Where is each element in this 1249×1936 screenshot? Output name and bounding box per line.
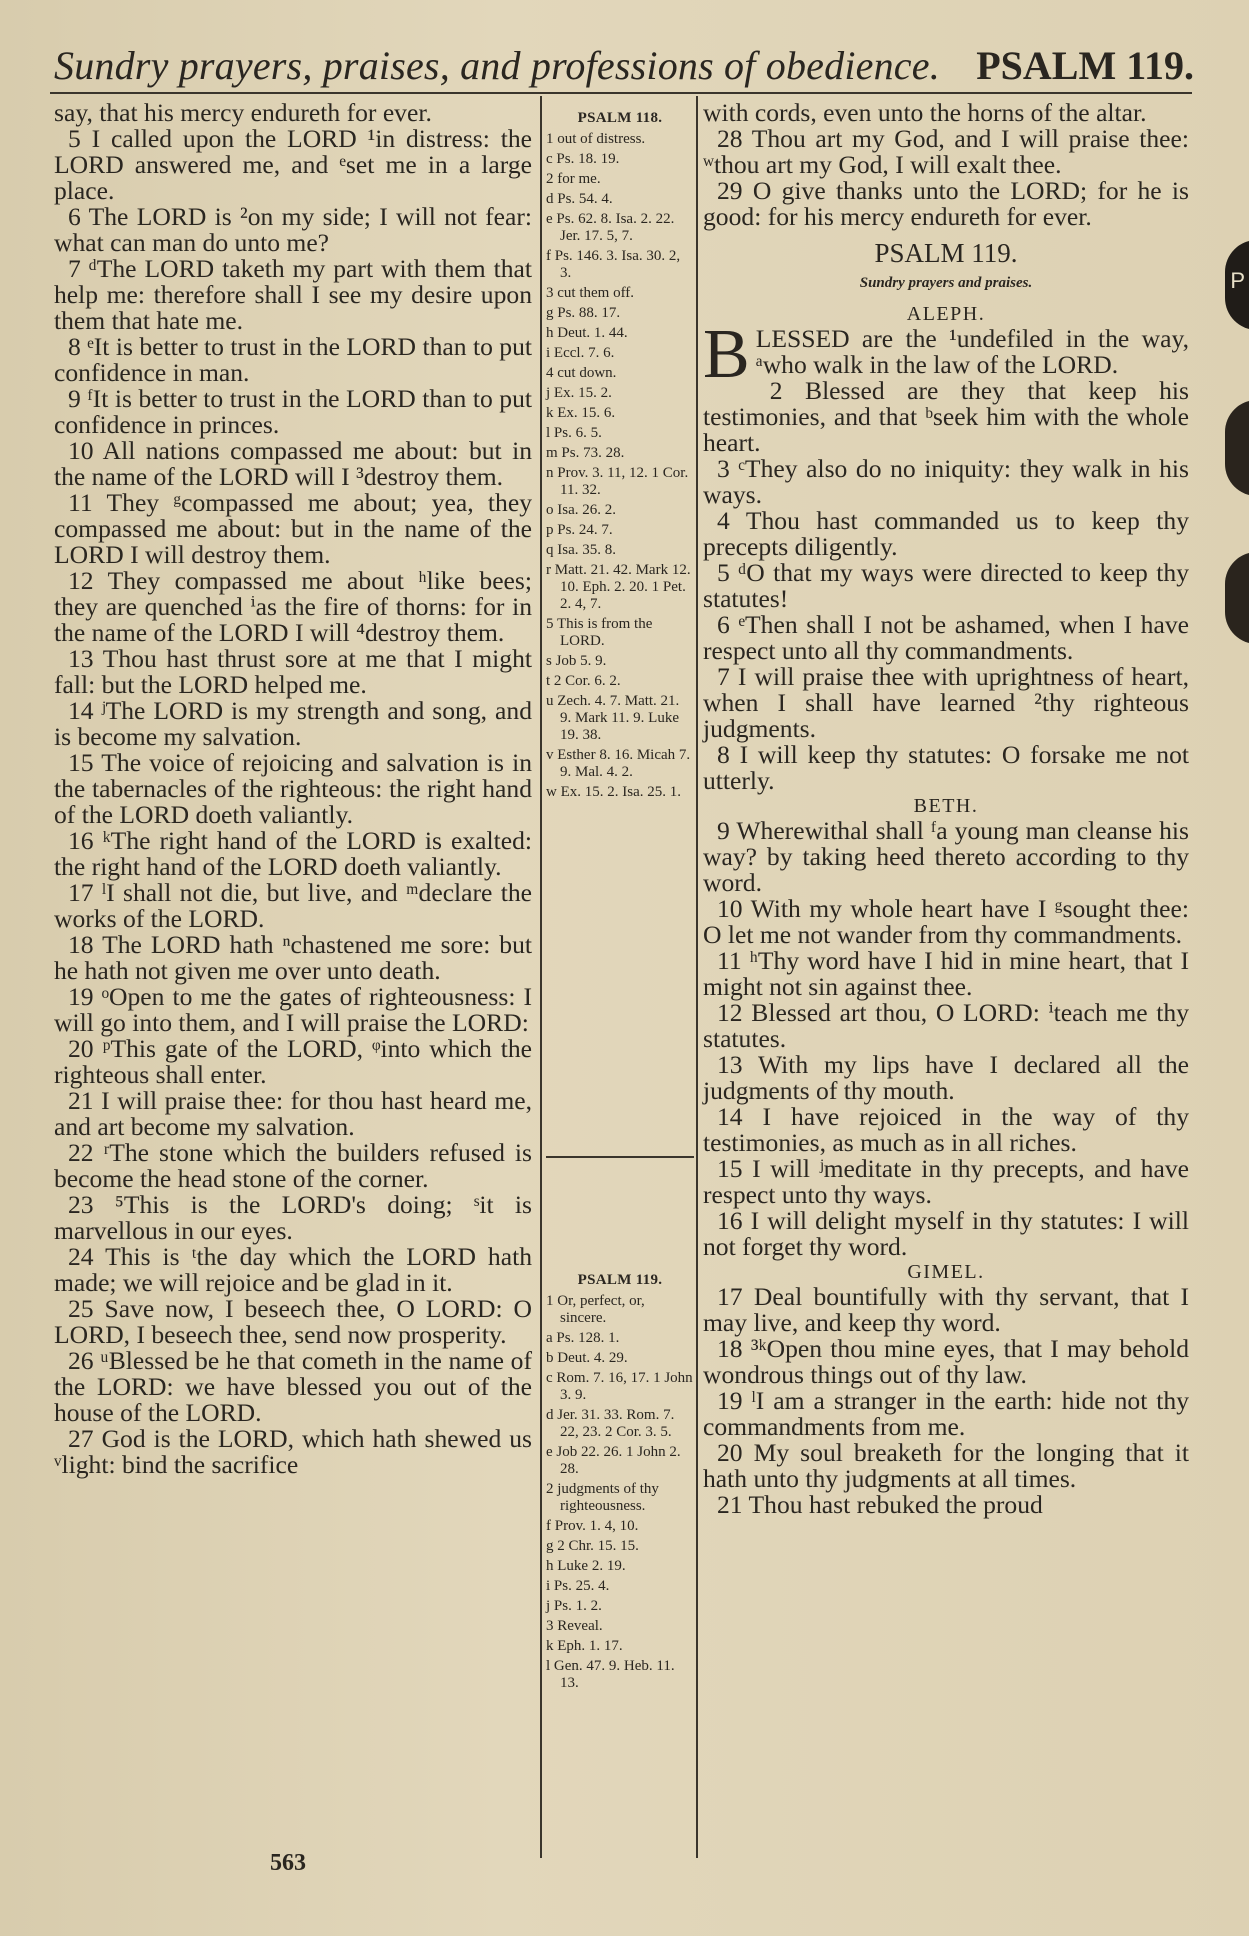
verse: 19 ˡI am a stranger in the earth: hide not thy commandments from me. (703, 1386, 1189, 1441)
running-title: Sundry prayers, praises, and professions of obedience. (54, 43, 940, 88)
verse: 7 ᵈThe LORD taketh my part with them that help me: therefore shall I see my desire upon them that hate me. (54, 254, 532, 335)
psalm-subheading: Sundry prayers and praises. (859, 275, 1033, 291)
section-beth: BETH. (913, 795, 979, 817)
reference-divider (546, 1156, 694, 1158)
verse: 5 I called upon the LORD ¹in distress: the LORD answered me, and ᵉset me in a large place. (54, 124, 532, 205)
cross-reference: h Deut. 1. 44. (546, 325, 628, 341)
verse: 29 O give thanks unto the LORD; for he is good: for his mercy endureth for ever. (703, 176, 1189, 231)
verse: 15 I will ʲmeditate in thy precepts, and have respect unto thy ways. (703, 1154, 1189, 1209)
verse: 18 ³ᵏOpen thou mine eyes, that I may behold wondrous things out of thy law. (703, 1334, 1189, 1389)
cross-reference: n Prov. 3. 11, 12. 1 Cor. 11. 32. (546, 465, 689, 498)
page-header (54, 42, 1194, 90)
verse: 17 Deal bountifully with thy servant, that I may live, and keep thy word. (703, 1282, 1189, 1337)
verse: say, that his mercy endureth for ever. (54, 98, 432, 127)
right-column (703, 100, 1189, 1518)
cross-reference: 4 cut down. (546, 365, 617, 381)
verse: 16 I will delight myself in thy statutes: I will not forget thy word. (703, 1206, 1189, 1261)
verse-first-text: LESSED are the ¹undefiled in the way, ᵃwho walk in the law of the LORD. (755, 324, 1189, 379)
cross-reference: 2 for me. (546, 171, 601, 187)
verse: 9 Wherewithal shall ᶠa young man cleanse his way? by taking heed thereto according to thy word. (703, 816, 1189, 897)
verse: 23 ⁵This is the LORD's doing; ˢit is marvellous in our eyes. (54, 1190, 532, 1245)
verse: 6 ᵉThen shall I not be ashamed, when I have respect unto all thy commandments. (703, 610, 1189, 665)
verse: 17 ˡI shall not die, but live, and ᵐdeclare the works of the LORD. (54, 878, 532, 933)
verse: 28 Thou art my God, and I will praise thee: ʷthou art my God, I will exalt thee. (703, 124, 1189, 179)
verse: 4 Thou hast commanded us to keep thy precepts diligently. (703, 506, 1189, 561)
verse: 5 ᵈO that my ways were directed to keep thy statutes! (703, 558, 1189, 613)
center-references-118 (546, 110, 694, 804)
cross-reference: q Isa. 35. 8. (546, 542, 616, 558)
verse: 10 All nations compassed me about: but in the name of the LORD will I ³destroy them. (54, 436, 532, 491)
cross-reference: i Eccl. 7. 6. (546, 345, 615, 361)
verse: 13 With my lips have I declared all the judgments of thy mouth. (703, 1050, 1189, 1105)
cross-reference: u Zech. 4. 7. Matt. 21. 9. Mark 11. 9. Luke 19. 38. (546, 693, 680, 743)
cross-reference: g Ps. 88. 17. (546, 305, 621, 321)
cross-reference: 3 cut them off. (546, 285, 635, 301)
verse: 3 ᶜThey also do no iniquity: they walk in his ways. (703, 454, 1189, 509)
cross-reference: c Ps. 18. 19. (546, 151, 620, 167)
verse: 8 ᵉIt is better to trust in the LORD than to put confidence in man. (54, 332, 532, 387)
left-column (54, 100, 532, 1478)
verse: 26 ᵘBlessed be he that cometh in the name of the LORD: we have blessed you out of the house of the LORD. (54, 1346, 532, 1427)
cross-reference: 3 Reveal. (546, 1618, 603, 1634)
cross-reference: w Ex. 15. 2. Isa. 25. 1. (546, 784, 681, 800)
cross-reference: p Ps. 24. 7. (546, 522, 613, 538)
verse: 12 Blessed art thou, O LORD: ⁱteach me thy statutes. (703, 998, 1189, 1053)
cross-reference: h Luke 2. 19. (546, 1558, 626, 1574)
reference-heading: PSALM 118. (577, 110, 663, 126)
verse: 20 My soul breaketh for the longing that it hath unto thy judgments at all times. (703, 1438, 1189, 1493)
cross-reference: o Isa. 26. 2. (546, 502, 616, 518)
verse: 9 ᶠIt is better to trust in the LORD than to put confidence in princes. (54, 384, 532, 439)
verse: 22 ʳThe stone which the builders refused is become the head stone of the corner. (54, 1138, 532, 1193)
cross-reference: j Ex. 15. 2. (546, 385, 612, 401)
cross-reference: r Matt. 21. 42. Mark 12. 10. Eph. 2. 20. 1 Pet. 2. 4, 7. (546, 562, 691, 612)
cross-reference: e Job 22. 26. 1 John 2. 28. (546, 1444, 681, 1477)
cross-reference: a Ps. 128. 1. (546, 1330, 620, 1346)
header-rule (50, 92, 1192, 94)
cross-reference: g 2 Chr. 15. 15. (546, 1538, 639, 1554)
cross-reference: j Ps. 1. 2. (546, 1598, 602, 1614)
cross-reference: s Job 5. 9. (546, 653, 607, 669)
cross-reference: 5 This is from the LORD. (546, 616, 653, 649)
verse: 27 God is the LORD, which hath shewed us ᵛlight: bind the sacrifice (54, 1424, 532, 1479)
cross-reference: k Ex. 15. 6. (546, 405, 616, 421)
verse-first (703, 316, 1189, 393)
verse: 13 Thou hast thrust sore at me that I might fall: but the LORD helped me. (54, 644, 532, 699)
verse: 11 ʰThy word have I hid in mine heart, that I might not sin against thee. (703, 946, 1189, 1001)
verse: 19 ᵒOpen to me the gates of righteousness: I will go into them, and I will praise the LORD: (54, 982, 532, 1037)
cross-reference: l Ps. 6. 5. (546, 425, 602, 441)
verse: 8 I will keep thy statutes: O forsake me not utterly. (703, 740, 1189, 795)
cross-reference: d Jer. 31. 33. Rom. 7. 22, 23. 2 Cor. 3. 5. (546, 1407, 675, 1440)
thumb-tab-edge (1225, 552, 1249, 644)
verse: 20 ᵖThis gate of the LORD, ᵠinto which the righteous shall enter. (54, 1034, 532, 1089)
cross-reference: k Eph. 1. 17. (546, 1638, 623, 1654)
verse: 6 The LORD is ²on my side; I will not fear: what can man do unto me? (54, 202, 532, 257)
cross-reference: v Esther 8. 16. Micah 7. 9. Mal. 4. 2. (546, 747, 691, 780)
cross-reference: f Ps. 146. 3. Isa. 30. 2, 3. (546, 248, 681, 281)
cross-reference: l Gen. 47. 9. Heb. 11. 13. (546, 1658, 675, 1691)
cross-reference: 1 Or, perfect, or, sincere. (546, 1293, 645, 1326)
cross-reference: e Ps. 62. 8. Isa. 2. 22. Jer. 17. 5, 7. (546, 211, 675, 244)
cross-reference: f Prov. 1. 4, 10. (546, 1518, 639, 1534)
verse: 11 They ᵍcompassed me about; yea, they compassed me about: but in the name of the LORD I will destroy them. (54, 488, 532, 569)
running-psalm: PSALM 119. (976, 43, 1194, 88)
column-divider-left (540, 96, 542, 1858)
column-divider-right (696, 96, 698, 1858)
verse: 21 I will praise thee: for thou hast heard me, and art become my salvation. (54, 1086, 532, 1141)
cross-reference: b Deut. 4. 29. (546, 1350, 628, 1366)
verse: 15 The voice of rejoicing and salvation is in the tabernacles of the righteous: the right hand of the LORD doeth valiantly. (54, 748, 532, 829)
thumb-tab-letter: P (1230, 268, 1245, 293)
verse: 21 Thou hast rebuked the proud (717, 1490, 1043, 1519)
cross-reference: t 2 Cor. 6. 2. (546, 673, 621, 689)
section-aleph: ALEPH. (906, 303, 986, 325)
cross-reference: i Ps. 25. 4. (546, 1578, 610, 1594)
section-gimel: GIMEL. (907, 1261, 985, 1283)
cross-reference: 2 judgments of thy righteousness. (546, 1481, 659, 1514)
cross-reference: 1 out of distress. (546, 131, 646, 147)
verse: 10 With my whole heart have I ᵍsought thee: O let me not wander from thy commandments. (703, 894, 1189, 949)
drop-cap: B (703, 316, 750, 393)
verse: 14 I have rejoiced in the way of thy testimonies, as much as in all riches. (703, 1102, 1189, 1157)
thumb-tab-edge (1225, 400, 1249, 496)
cross-reference: m Ps. 73. 28. (546, 445, 625, 461)
verse: with cords, even unto the horns of the altar. (703, 98, 1147, 127)
verse: 2 Blessed are they that keep his testimonies, and that ᵇseek him with the whole heart. (703, 376, 1189, 457)
verse: 24 This is ᵗthe day which the LORD hath made; we will rejoice and be glad in it. (54, 1242, 532, 1297)
page-number: 563 (270, 1850, 306, 1876)
cross-reference: d Ps. 54. 4. (546, 191, 613, 207)
verse: 7 I will praise thee with uprightness of heart, when I shall have learned ²thy righteous judgments. (703, 662, 1189, 743)
verse: 25 Save now, I beseech thee, O LORD: O LORD, I beseech thee, send now prosperity. (54, 1294, 532, 1349)
verse: 18 The LORD hath ⁿchastened me sore: but he hath not given me over unto death. (54, 930, 532, 985)
psalm-heading: PSALM 119. (874, 238, 1018, 268)
verse: 16 ᵏThe right hand of the LORD is exalted: the right hand of the LORD doeth valiantly. (54, 826, 532, 881)
center-references-119 (546, 1272, 694, 1695)
verse: 12 They compassed me about ʰlike bees; they are quenched ⁱas the fire of thorns: for in the name of the LORD I will ⁴destroy them. (54, 566, 532, 647)
cross-reference: c Rom. 7. 16, 17. 1 John 3. 9. (546, 1370, 693, 1403)
verse: 14 ʲThe LORD is my strength and song, and is become my salvation. (54, 696, 532, 751)
reference-heading: PSALM 119. (577, 1272, 663, 1288)
